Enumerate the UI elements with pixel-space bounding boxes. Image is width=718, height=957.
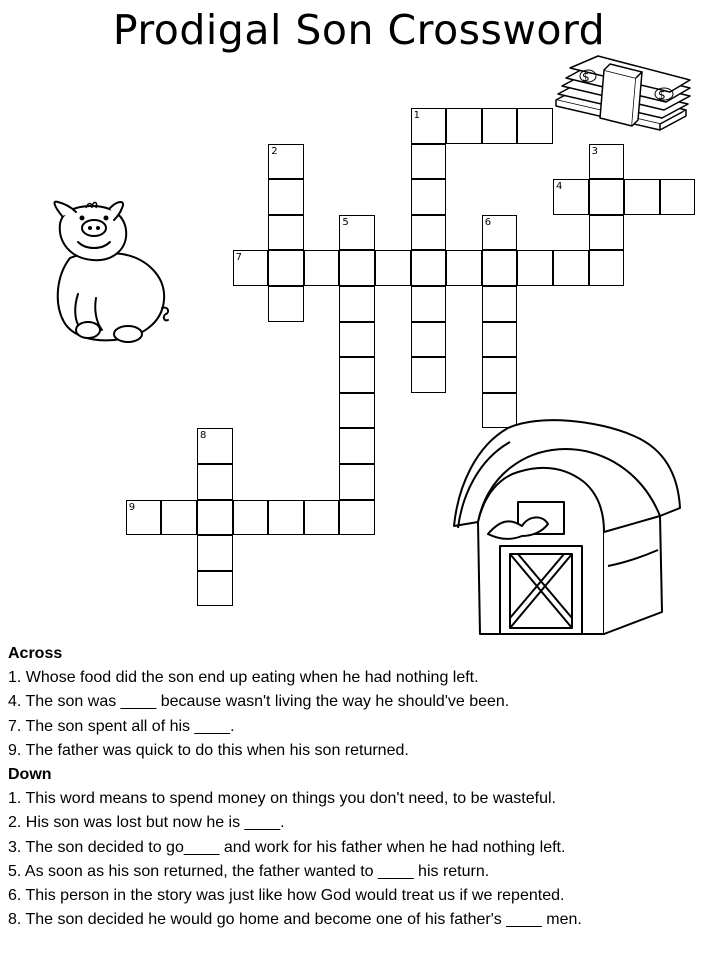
grid-cell[interactable] <box>411 144 447 180</box>
grid-cell[interactable] <box>553 250 589 286</box>
grid-cell[interactable] <box>339 357 375 393</box>
grid-cell[interactable] <box>268 179 304 215</box>
clue-number-8: 8 <box>200 430 207 442</box>
page-title: Prodigal Son Crossword <box>112 6 606 54</box>
grid-cell[interactable] <box>482 250 518 286</box>
grid-cell[interactable] <box>375 250 411 286</box>
grid-cell[interactable] <box>589 179 625 215</box>
clue-number-5: 5 <box>342 216 349 228</box>
grid-cell[interactable] <box>339 286 375 322</box>
grid-cell[interactable] <box>197 535 233 571</box>
dollar-sign: $ <box>658 88 666 102</box>
clue-number-7: 7 <box>235 252 242 264</box>
down-clue-6: 6. This person in the story was just like how God would treat us if we repented. <box>8 887 565 905</box>
pig-icon <box>48 196 172 344</box>
grid-cell[interactable] <box>660 179 696 215</box>
grid-cell[interactable] <box>268 215 304 251</box>
grid-cell[interactable] <box>233 500 269 536</box>
grid-cell[interactable] <box>446 108 482 144</box>
grid-cell[interactable] <box>304 500 340 536</box>
clue-number-9: 9 <box>128 501 136 513</box>
grid-cell[interactable] <box>161 500 197 536</box>
grid-cell[interactable] <box>411 286 447 322</box>
across-clue-7: 7. The son spent all of his ____. <box>8 717 235 735</box>
clue-number-6: 6 <box>484 216 492 228</box>
grid-cell[interactable] <box>268 250 304 286</box>
grid-cell[interactable] <box>339 393 375 429</box>
grid-cell[interactable] <box>589 250 625 286</box>
grid-cell[interactable] <box>197 571 233 607</box>
grid-cell[interactable] <box>411 215 447 251</box>
grid-cell[interactable] <box>482 286 518 322</box>
across-clue-1: 1. Whose food did the son end up eating when he had nothing left. <box>8 669 479 687</box>
grid-cell[interactable] <box>446 250 482 286</box>
grid-cell[interactable] <box>197 464 233 500</box>
grid-cell[interactable] <box>411 357 447 393</box>
grid-cell[interactable] <box>339 322 375 358</box>
grid-cell[interactable] <box>339 464 375 500</box>
clue-number-1: 1 <box>413 110 420 121</box>
down-clue-2: 2. His son was lost but now he is ____. <box>8 814 285 832</box>
grid-cell[interactable] <box>482 357 518 393</box>
clue-number-4: 4 <box>556 181 563 193</box>
grid-cell[interactable] <box>268 500 304 536</box>
down-heading: Down <box>8 766 52 784</box>
grid-cell[interactable] <box>339 250 375 286</box>
down-clue-8: 8. The son decided he would go home and become one of his father's ____ men. <box>8 911 582 929</box>
grid-cell[interactable] <box>482 322 518 358</box>
grid-cell[interactable] <box>339 428 375 464</box>
grid-cell[interactable] <box>411 250 447 286</box>
grid-cell[interactable] <box>482 108 518 144</box>
grid-cell[interactable] <box>517 250 553 286</box>
down-clue-5: 5. As soon as his son returned, the father wanted to ____ his return. <box>8 862 490 880</box>
grid-cell[interactable] <box>197 500 233 536</box>
barn-icon <box>448 416 686 652</box>
clue-number-3: 3 <box>591 145 598 157</box>
down-clue-1: 1. This word means to spend money on things you don't need, to be wasteful. <box>8 790 556 808</box>
across-clue-9: 9. The father was quick to do this when his son returned. <box>8 741 409 759</box>
grid-cell[interactable] <box>589 215 625 251</box>
grid-cell[interactable] <box>304 250 340 286</box>
grid-cell[interactable] <box>268 286 304 322</box>
clues-section <box>8 642 714 932</box>
grid-cell[interactable] <box>624 179 660 215</box>
grid-cell[interactable] <box>517 108 553 144</box>
grid-cell[interactable] <box>411 179 447 215</box>
dollar-sign: $ <box>582 70 590 84</box>
across-heading: Across <box>8 645 63 662</box>
across-clue-4: 4. The son was ____ because wasn't living the way he should've been. <box>8 693 510 711</box>
money-bundle-icon <box>552 54 692 136</box>
grid-cell[interactable] <box>339 500 375 536</box>
clue-number-2: 2 <box>271 145 278 157</box>
down-clue-3: 3. The son decided to go____ and work for his father when he had nothing left. <box>8 838 566 856</box>
grid-cell[interactable] <box>411 322 447 358</box>
